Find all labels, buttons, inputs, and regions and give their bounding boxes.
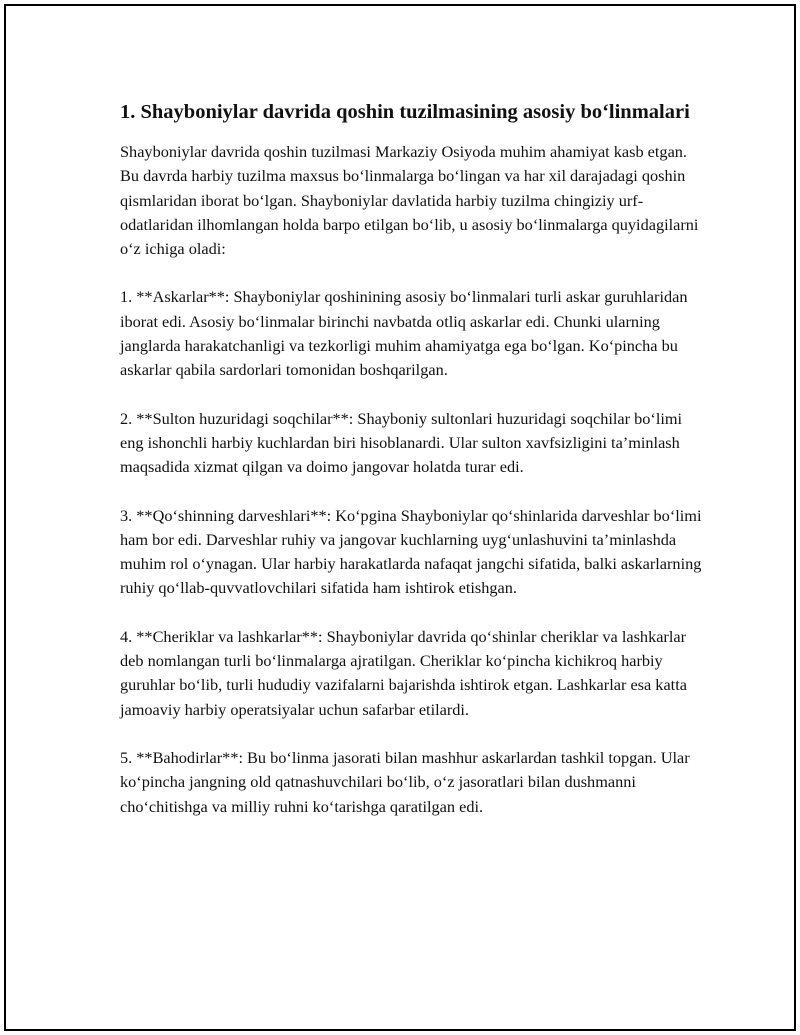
paragraph-darveshlar: 3. **Qo‘shinning darveshlari**: Ko‘pgina Shayboniylar qo‘shinlarida darveshlar bo‘limi ham bor edi. Darveshlar ruhiy va jangovar kuchlarning uyg‘unlashuvini ta’minlashda muhim rol o‘ynagan. Ular harbiy harakatlarda nafaqat jangchi sifatida, balki askarlarning ruhiy qo‘llab-quvvatlovchilari sifatida ham ishtirok etishgan. — [120, 505, 702, 598]
document-title: 1. Shayboniylar davrida qoshin tuzilmasining asosiy bo‘linmalari — [120, 101, 690, 123]
paragraph-bahodirlar: 5. **Bahodirlar**: Bu bo‘linma jasorati bilan mashhur askarlardan tashkil topgan. Ular ko‘pincha jangning old qatnashuvchilari bo‘lib, o‘z jasoratlari bilan dushmanni cho‘chitishga va milliy ruhni ko‘tarishga qaratilgan edi. — [120, 747, 690, 816]
document-body — [120, 98, 704, 843]
intro-paragraph: Shayboniylar davrida qoshin tuzilmasi Markaziy Osiyoda muhim ahamiyat kasb etgan. Bu davrda harbiy tuzilma maxsus bo‘linmalarga bo‘lingan va har xil darajadagi qoshin qismlaridan iborat bo‘lgan. Shayboniylar davlatida harbiy tuzilma chingiziy urf-odatlaridan ilhomlangan holda barpo etilgan bo‘lib, u asosiy bo‘linmalarga quyidagilarni o‘z ichiga oladi: — [120, 142, 699, 259]
paragraph-cheriklar: 4. **Cheriklar va lashkarlar**: Shayboniylar davrida qo‘shinlar cheriklar va lashkarlar deb nomlangan turli bo‘linmalarga ajratilgan. Cheriklar ko‘pincha kichikroq harbiy guruhlar bo‘lib, turli hududiy vazifalarni bajarishda ishtirok etgan. Lashkarlar esa katta jamoaviy harbiy operatsiyalar uchun safarbar etilardi. — [120, 626, 687, 719]
paragraph-soqchilar: 2. **Sulton huzuridagi soqchilar**: Shayboniy sultonlari huzuridagi soqchilar bo‘limi eng ishonchli harbiy kuchlardan biri hisoblanardi. Ular sulton xavfsizligini ta’minlash maqsadida xizmat qilgan va doimo jangovar holatda turar edi. — [120, 408, 683, 477]
paragraph-askarlar: 1. **Askarlar**: Shayboniylar qoshinining asosiy bo‘linmalari turli askar guruhlaridan iborat edi. Asosiy bo‘linmalar birinchi navbatda otliq askarlar edi. Chunki ularning janglarda harakatchanligi va tezkorligi muhim ahamiyatga ega bo‘lgan. Ko‘pincha bu askarlar qabila sardorlari tomonidan boshqarilgan. — [120, 287, 688, 380]
page-frame — [4, 4, 796, 1031]
